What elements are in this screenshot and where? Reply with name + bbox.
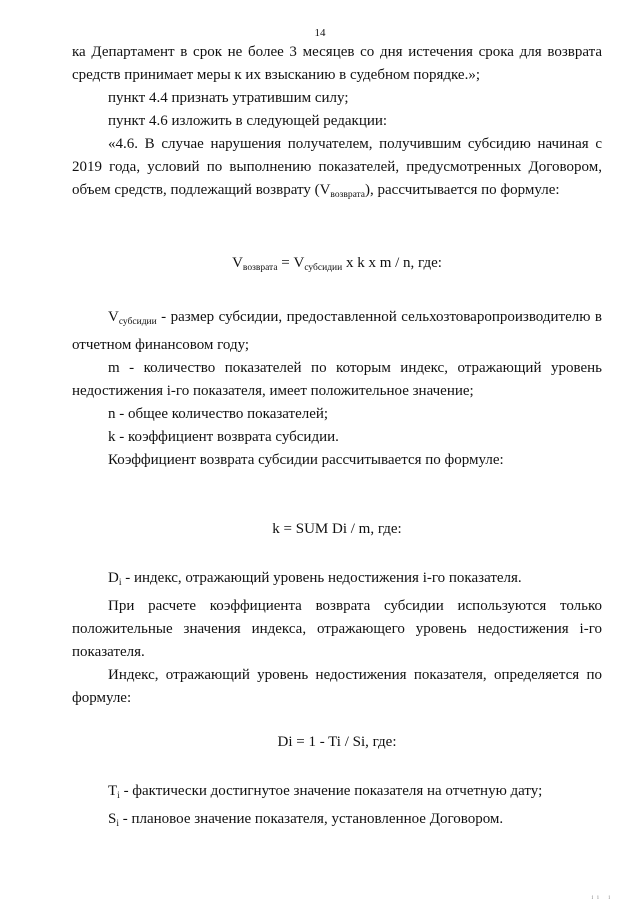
definition-si: $S_i$ - плановое значение показателя, установленное Договором. — [108, 811, 504, 829]
page-number: 14 — [314, 27, 326, 39]
paragraph-block-4 — [72, 780, 602, 836]
paragraph-index-intro: Индекс, отражающий уровень недостижения показателя, определяется по формуле: — [72, 667, 602, 706]
definition-v-subsidy: $V_{субсидии}$ - размер субсидии, предоставленной сельхозтоваропроизводителю в отчетном финансовом году; — [72, 309, 602, 353]
paragraph-clause-4-6-intro: пункт 4.6 изложить в следующей редакции: — [108, 113, 388, 129]
definition-di: $D_i$ - индекс, отражающий уровень недостижения i-го показателя. — [108, 570, 522, 588]
formula-k: k = SUM Di / m, где: — [272, 521, 402, 537]
definition-k: k - коэффициент возврата субсидии. — [108, 429, 339, 445]
paragraph-continuation: ка Департамент в срок не более 3 месяцев со дня истечения срока для возврата средств принимает меры к их взысканию в судебном порядке.»; — [72, 44, 602, 83]
paragraph-k-intro: Коэффициент возврата субсидии рассчитывается по формуле: — [108, 452, 504, 468]
paragraph-block-3 — [72, 567, 602, 710]
paragraph-positive-values: При расчете коэффициента возврата субсидии используются только положительные значения индекса, отражающего уровень недостижения i-го показателя. — [72, 598, 602, 660]
subscript-vozvrata: возврата — [330, 190, 366, 200]
clause-4-6-text: «4.6. В случае нарушения получателем, получившим субсидию начиная с 2019 года, условий по выполнению показателей, предусмотренных Договором, объем средств, подлежащий возврату (V — [72, 136, 602, 198]
definition-m: m - количество показателей по которым индекс, отражающий уровень недостижения i-го показателя, имеет положительное значение; — [72, 360, 602, 399]
definition-n: n - общее количество показателей; — [108, 406, 329, 422]
paragraph-clause-4-4: пункт 4.4 признать утратившим силу; — [108, 90, 349, 106]
formula-di: Di = 1 - Ti / Si, где: — [277, 734, 397, 750]
scan-corner-mark: ii i — [591, 895, 614, 901]
paragraph-block-1 — [72, 41, 602, 207]
formula-v-return: $V_{возврата} = V_{субсидии}$ x k x m / n, где: — [232, 255, 442, 273]
definition-ti: $T_i$ - фактически достигнутое значение показателя на отчетную дату; — [108, 783, 543, 801]
clause-4-6-tail: ), рассчитывается по формуле: — [365, 182, 560, 198]
paragraph-block-2 — [72, 306, 602, 472]
paragraph-clause-4-6 — [72, 133, 602, 207]
